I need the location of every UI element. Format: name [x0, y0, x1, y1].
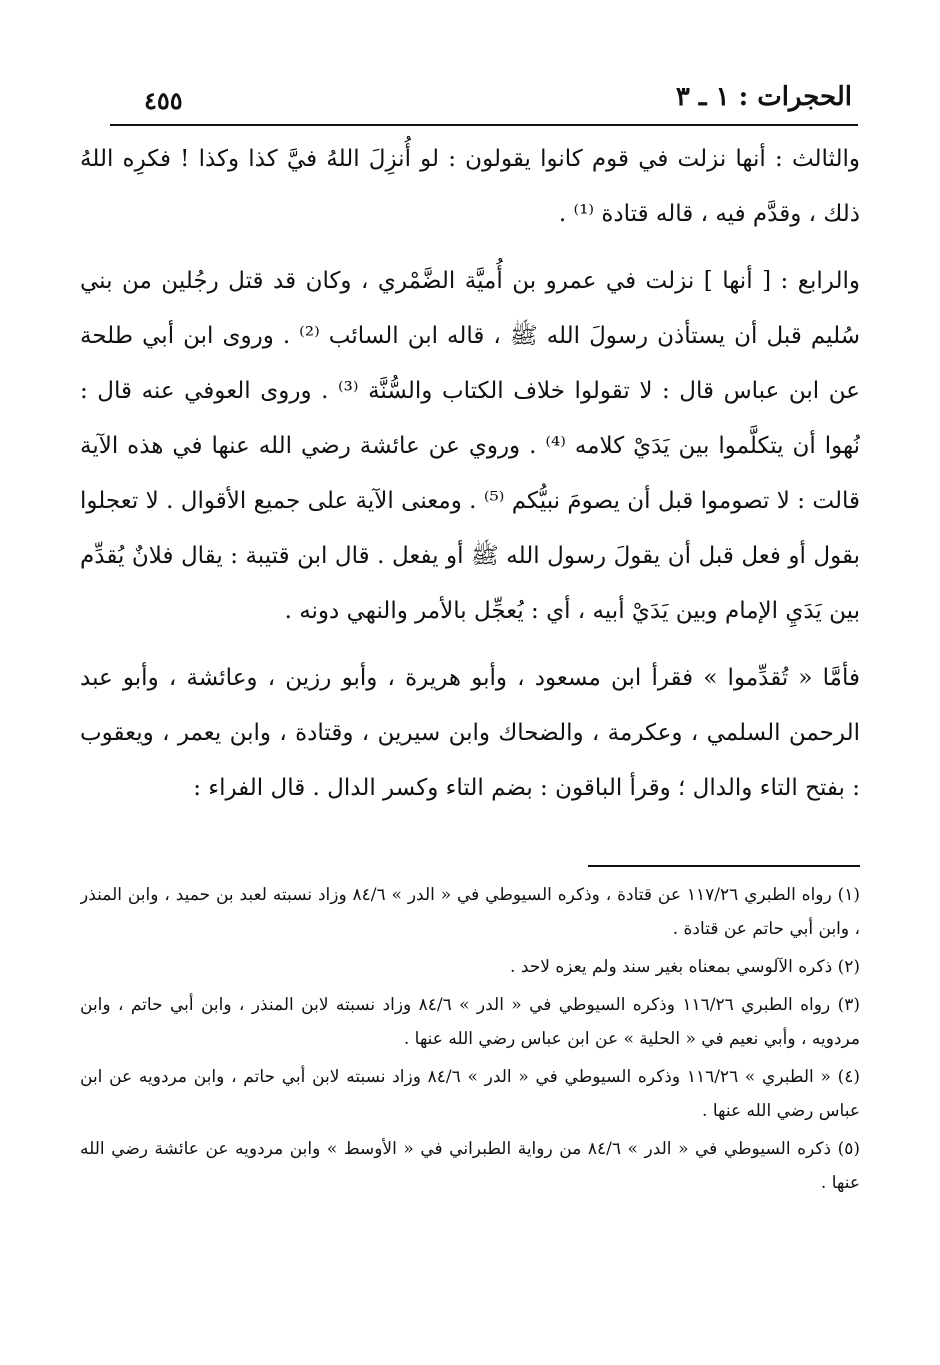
page-number: ٤٥٥: [144, 86, 183, 115]
footnote-2: (٢) ذكره الآلوسي بمعناه بغير سند ولم يعزه لاحد .: [510, 957, 860, 977]
footnote-1: (١) رواه الطبري ١١٧/٢٦ عن قتادة ، وذكره السيوطي في « الدر » ٨٤/٦ وزاد نسبته لعبد بن حميد ، وابن المنذر ، وابن أبي حاتم عن قتادة .: [80, 885, 860, 939]
footnote-4: (٤) « الطبري » ١١٦/٢٦ وذكره السيوطي في « الدر » ٨٤/٦ وزاد نسبته لابن أبي حاتم ، وابن مردويه عن ابن عباس رضي الله عنها .: [80, 1067, 860, 1121]
paragraph-fourth-opinion: والرابع : [ أنها ] نزلت في عمرو بن أُميَّة الضَّمْري ، وكان قد قتل رجُلين من بني سُليم قبل أن يستأذن رسولَ الله ﷺ ، قاله ابن السائب ⁽²⁾ . وروى ابن أبي طلحة عن ابن عباس قال : لا تقولوا خلاف الكتاب والسُّنَّة ⁽³⁾ . وروى العوفي عنه قال : نُهوا أن يتكلَّموا بين يَدَيْ كلامه ⁽⁴⁾ . وروي عن عائشة رضي الله عنها في هذه الآية قالت : لا تصوموا قبل أن يصومَ نبيُّكم ⁽⁵⁾ . ومعنى الآية على جميع الأقوال . لا تعجلوا بقول أو فعل قبل أن يقولَ رسول الله ﷺ أو يفعل . قال ابن قتيبة : يقال فلانٌ يُقدِّم بين يَدَيِ الإمام وبين يَدَيْ أبيه ، أي : يُعجِّل بالأمر والنهي دونه .: [80, 268, 860, 624]
footnote-3: (٣) رواه الطبري ١١٦/٢٦ وذكره السيوطي في « الدر » ٨٤/٦ وزاد نسبته لابن المنذر ، وابن أبي حاتم ، وابن مردويه ، وأبي نعيم في « الحلية » عن ابن عباس رضي الله عنها .: [80, 995, 860, 1049]
paragraph-readings: فأمَّا « تُقدِّموا » فقرأ ابن مسعود ، وأبو هريرة ، وأبو رزين ، وعائشة ، وأبو عبد الرحمن السلمي ، وعكرمة ، والضحاك وابن سيرين ، وقتادة ، وابن يعمر ، ويعقوب : بفتح التاء والدال ؛ وقرأ الباقون : بضم التاء وكسر الدال . قال الفراء :: [80, 665, 860, 801]
paragraph-third-opinion: والثالث : أنها نزلت في قوم كانوا يقولون : لو أُنزِلَ اللهُ فيَّ كذا وكذا ! فكرِه اللهُ ذلك ، وقدَّم فيه ، قاله قتادة ⁽¹⁾ .: [80, 146, 860, 227]
surah-title: الحجرات : ١ ـ ٣: [675, 82, 852, 112]
footnotes: [80, 878, 860, 1268]
footnote-rule: [588, 865, 860, 867]
footnote-5: (٥) ذكره السيوطي في « الدر » ٨٤/٦ من رواية الطبراني في « الأوسط » وابن مردويه عن عائشة رضي الله عنها .: [80, 1139, 860, 1193]
header-rule: [110, 124, 858, 126]
main-text: [80, 132, 860, 862]
running-header: [120, 80, 852, 124]
